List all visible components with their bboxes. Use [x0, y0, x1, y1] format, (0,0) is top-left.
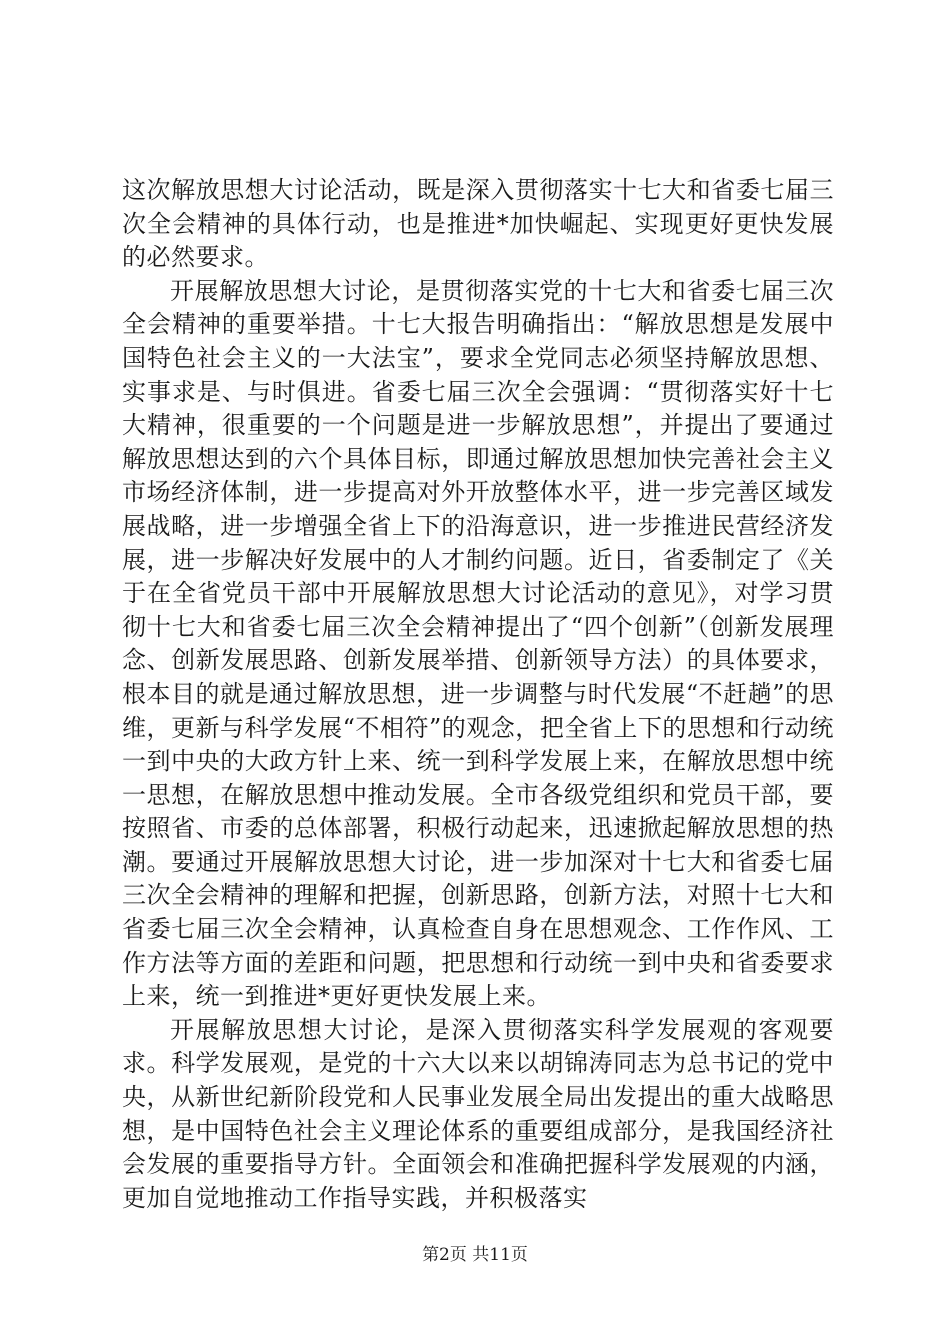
paragraph-1: 这次解放思想大讨论活动，既是深入贯彻落实十七大和省委七届三次全会精神的具体行动，也是推进*加快崛起、实现更好更快发展的必然要求。	[122, 176, 834, 272]
paragraph-3: 开展解放思想大讨论，是深入贯彻落实科学发展观的客观要求。科学发展观，是党的十六大以来以胡锦涛同志为总书记的党中央，从新世纪新阶段党和人民事业发展全局出发提出的重大战略思想，是中国特色社会主义理论体系的重要组成部分，是我国经济社会发展的重要指导方针。全面领会和准确把握科学发展观的内涵，更加自觉地推动工作指导实践，并积极落实	[122, 1015, 834, 1212]
document-body	[122, 174, 834, 1215]
paragraph-2: 开展解放思想大讨论，是贯彻落实党的十七大和省委七届三次全会精神的重要举措。十七大报告明确指出：“解放思想是发展中国特色社会主义的一大法宝”，要求全党同志必须坚持解放思想、实事求是、与时俱进。省委七届三次全会强调：“贯彻落实好十七大精神，很重要的一个问题是进一步解放思想”，并提出了要通过解放思想达到的六个具体目标，即通过解放思想加快完善社会主义市场经济体制，进一步提高对外开放整体水平，进一步完善区域发展战略，进一步增强全省上下的沿海意识，进一步推进民营经济发展，进一步解决好发展中的人才制约问题。近日，省委制定了《关于在全省党员干部中开展解放思想大讨论活动的意见》，对学习贯彻十七大和省委七届三次全会精神提出了“四个创新”（创新发展理念、创新发展思路、创新发展举措、创新领导方法）的具体要求，根本目的就是通过解放思想，进一步调整与时代发展“不赶趟”的思维，更新与科学发展“不相符”的观念，把全省上下的思想和行动统一到中央的大政方针上来、统一到科学发展上来，在解放思想中统一思想，在解放思想中推动发展。全市各级党组织和党员干部，要按照省、市委的总体部署，积极行动起来，迅速掀起解放思想的热潮。要通过开展解放思想大讨论，进一步加深对十七大和省委七届三次全会精神的理解和把握，创新思路，创新方法，对照十七大和省委七届三次全会精神，认真检查自身在思想观念、工作作风、工作方法等方面的差距和问题，把思想和行动统一到中央和省委要求上来，统一到推进*更好更快发展上来。	[122, 276, 834, 1011]
page-number-footer: 第2页 共11页	[422, 1245, 528, 1265]
